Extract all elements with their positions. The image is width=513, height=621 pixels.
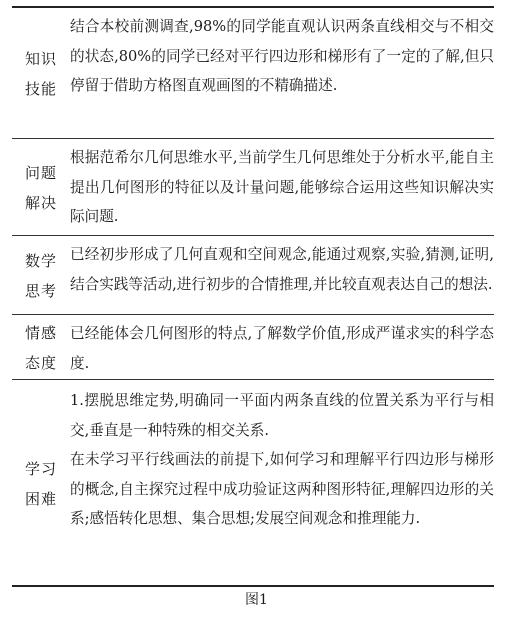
row-label: [12, 139, 70, 235]
table-row-mathematical-thinking: [12, 236, 494, 314]
row-label-line: 情感: [24, 324, 57, 342]
row-label-line: 技能: [24, 80, 57, 98]
row-content: [70, 315, 494, 379]
row-label-line: 解决: [24, 194, 57, 212]
row-label-line: 问题: [24, 164, 57, 182]
table-row-knowledge-skills: [12, 8, 494, 138]
table-row-learning-difficulties: [12, 380, 494, 585]
row-content: [70, 380, 494, 585]
row-content: [70, 139, 494, 235]
row-label: [12, 236, 70, 314]
row-content-text: 已经初步形成了几何直观和空间观念,能通过观察,实验,猜测,证明,结合实践等活动,进行初步的合情推理,并比较直观表达自己的想法.: [70, 246, 494, 293]
row-label-line: 困难: [24, 489, 57, 508]
row-label-line: 数学: [24, 252, 57, 270]
row-label: [12, 8, 70, 138]
row-content: [70, 8, 494, 138]
row-content-text: 已经能体会几何图形的特点,了解数学价值,形成严谨求实的科学态度.: [70, 325, 494, 372]
table-row-emotional-attitude: [12, 315, 494, 379]
row-content-text: 在未学习平行线画法的前提下,如何学习和理解平行四边形与梯形的概念,自主探究过程中成功验证这两种图形特征,理解四边形的关系;感悟转化思想、集合思想;发展空间观念和推理能力.: [70, 451, 494, 527]
row-label-line: 学习: [24, 459, 57, 478]
row-label-line: 知识: [24, 50, 57, 68]
row-label-line: 思考: [24, 282, 57, 300]
row-label: [12, 380, 70, 585]
table-bottom-rule: [12, 585, 494, 587]
figure-caption: 图1: [245, 592, 268, 608]
row-label-line: 态度: [24, 354, 57, 372]
row-label: [12, 315, 70, 379]
learning-analysis-table: [12, 6, 494, 587]
row-content: [70, 236, 494, 314]
row-content-text: 结合本校前测调查,98%的同学能直观认识两条直线相交与不相交的状态,80%的同学已经对平行四边形和梯形有了一定的了解,但只停留于借助方格图直观画图的不精确描述.: [70, 18, 494, 94]
row-content-text: 根据范希尔几何思维水平,当前学生几何思维处于分析水平,能自主提出几何图形的特征以及计量问题,能够综合运用这些知识解决实际问题.: [70, 149, 494, 225]
row-content-text: 1.摆脱思维定势,明确同一平面内两条直线的位置关系为平行与相交,垂直是一种特殊的相交关系.: [70, 392, 494, 439]
table-row-problem-solving: [12, 139, 494, 235]
